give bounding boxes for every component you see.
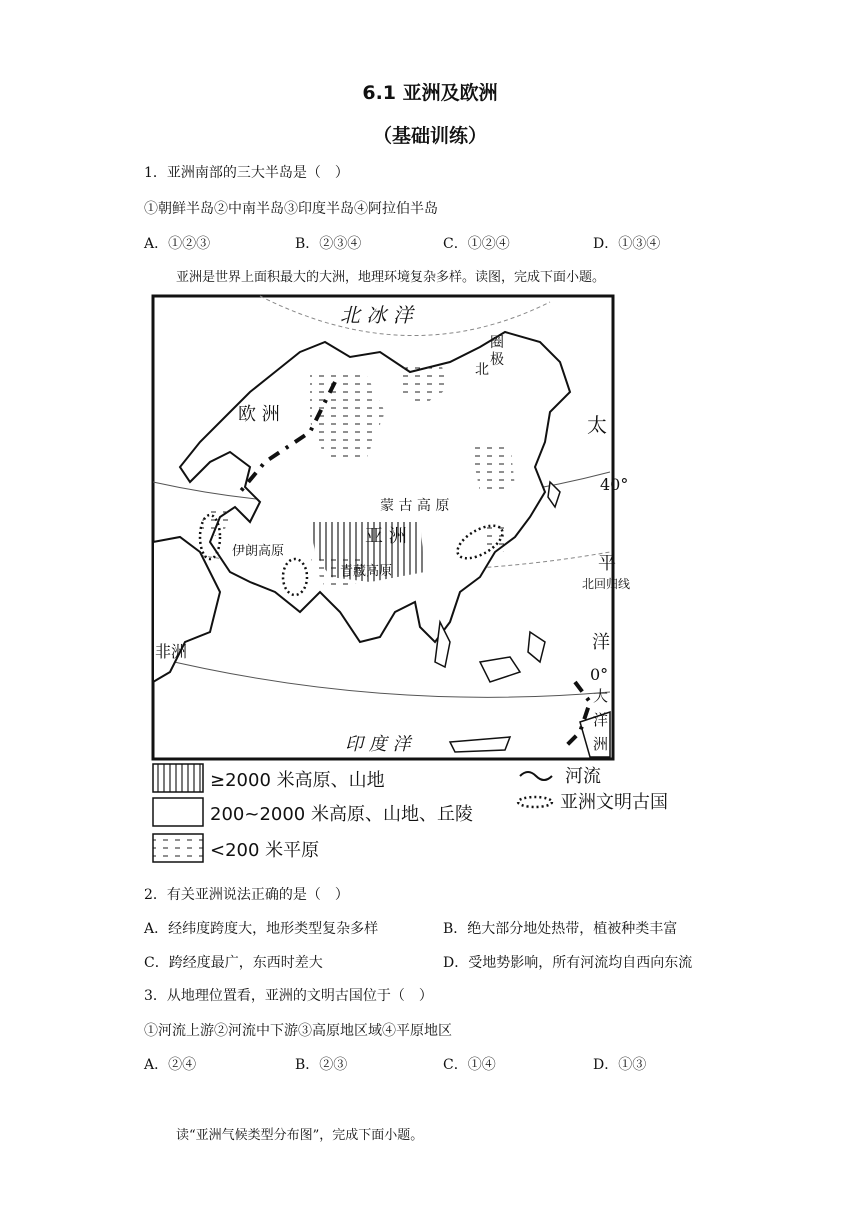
asia-terrain-map [150,292,710,872]
legend-civ-swatch [518,797,552,807]
question-1-option-b: B．②③④ [295,236,362,252]
legend-mid-label: 200~2000 米高原、山地、丘陵 [210,804,473,825]
label-lat-40: 40° [600,475,629,494]
question-3-stem: 3．从地理位置看，亚洲的文明古国位于（ ） [144,988,433,1004]
legend-mid-swatch [153,798,203,826]
question-3-items: ①河流上游②河流中下游③高原地区域④平原地区 [144,1023,452,1039]
label-arctic-circle-3: 北 [475,362,489,378]
question-1-option-d: D．①③④ [593,236,661,252]
label-asia: 亚 洲 [365,526,407,547]
label-tropic: 北回归线 [582,577,631,591]
legend-river-label: 河流 [565,766,601,787]
page-subtitle: （基础训练） [372,125,487,147]
legend-civ-label: 亚洲文明古国 [560,792,668,813]
question-2-option-b: B．绝大部分地处热带，植被种类丰富 [443,921,678,937]
label-lat-0: 0° [590,665,609,684]
question-2-stem: 2．有关亚洲说法正确的是（ ） [144,887,349,903]
label-tibet: 青藏高原 [340,564,393,579]
question-1-items: ①朝鲜半岛②中南半岛③印度半岛④阿拉伯半岛 [144,201,438,217]
question-2-option-d: D．受地势影响，所有河流均自西向东流 [443,955,693,971]
question-3-option-c: C．①④ [443,1057,496,1073]
legend-river-swatch [520,772,552,780]
label-arctic-ocean: 北 冰 洋 [340,303,413,327]
question-1-option-c: C．①②④ [443,236,510,252]
label-oceania-1: 大 [593,687,609,705]
label-arctic-circle-2: 极 [490,352,504,368]
label-pacific-tai: 太 [587,413,607,437]
legend-low-swatch [153,834,203,862]
page-title: 6.1 亚洲及欧洲 [362,82,498,104]
intro-climate-map: 读“亚洲气候类型分布图”，完成下面小题。 [176,1128,424,1143]
question-1-stem: 1．亚洲南部的三大半岛是（ ） [144,165,349,181]
question-3-option-a: A．②④ [144,1057,197,1073]
question-3-option-b: B．②③ [295,1057,348,1073]
label-iran: 伊朗高原 [232,544,285,559]
label-pacific-yang: 洋 [592,632,610,653]
legend-low-label: <200 米平原 [210,840,320,861]
label-oceania-2: 洋 [593,711,609,729]
intro-map-reading: 亚洲是世界上面积最大的大洲，地理环境复杂多样。读图，完成下面小题。 [176,270,606,285]
question-2-option-a: A．经纬度跨度大，地形类型复杂多样 [144,921,379,937]
legend-high-label: ≥2000 米高原、山地 [210,770,385,791]
asia-terrain-map-figure [150,292,710,872]
label-arctic-circle-1: 圈 [490,335,504,351]
label-europe: 欧 洲 [238,404,280,425]
label-pacific-ping: 平 [598,553,616,574]
label-indian-ocean: 印 度 洋 [345,734,411,755]
label-mongolia: 蒙 古 高 原 [380,498,450,514]
question-2-option-c: C．跨经度最广，东西时差大 [144,955,323,971]
label-africa: 非洲 [155,642,188,661]
label-oceania-3: 洲 [593,735,609,753]
question-3-option-d: D．①③ [593,1057,647,1073]
question-1-option-a: A．①②③ [144,236,211,252]
legend-high-swatch [153,764,203,792]
